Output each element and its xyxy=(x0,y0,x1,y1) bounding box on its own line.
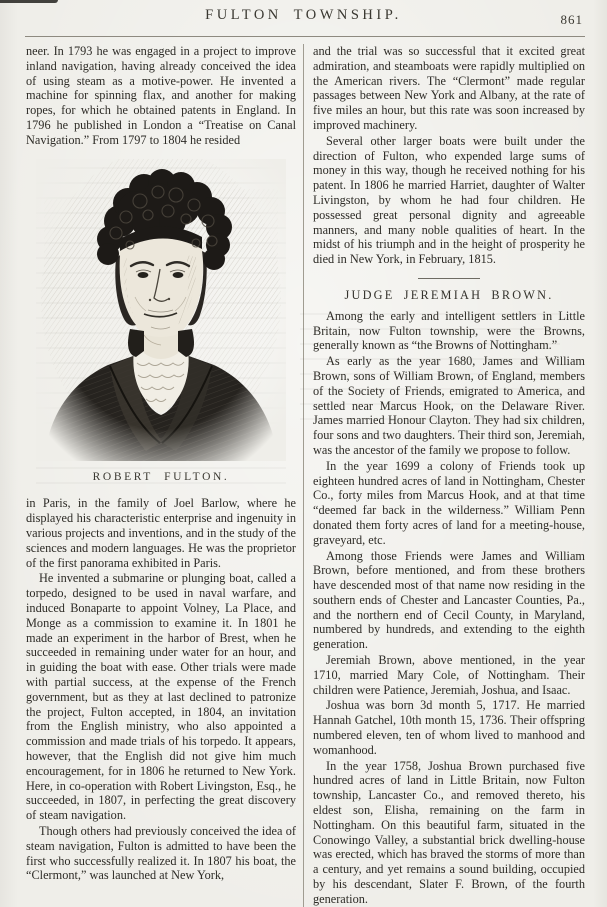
paragraph-brown-3: In the year 1699 a colony of Friends took up eighteen hundred acres of land in Nottingham, Chester Co., forty miles from Marcus Hook, and at that time “deemed far back in the wilderness.” William Penn donated them forty acres of land for a meeting-house, graveyard, etc. xyxy=(313,458,585,547)
paragraph-fulton-3: He invented a submarine or plunging boat, called a torpedo, designed to be used in naval warfare, and induced Bonaparte to appoint Volney, La Place, and Monge as a commission to examine it. In 1801 he made an experiment in the harbor of Brest, when he succeeded in remaining under water for an hour, and in guiding the boat with ease. Other trials were made with partial success, at the expense of the French government, but as they at last declined to patronize the project, Fulton accepted, in 1804, an invitation from the English ministry, who also appointed a commission and made trials of his torpedo. It appears, however, that the English did not give him much encouragement, for in 1806 he returned to New York. Here, in co-operation with Robert Livingston, Esq., he succeeded, in 1807, in perfecting the great discovery of steam navigation. xyxy=(26,571,296,823)
right-column xyxy=(304,44,585,907)
paragraph-fulton-5: and the trial was so successful that it excited great admiration, and steamboats were rapidly multiplied on the American rivers. The “Clermont” made regular passages between New York and Albany, at the rate of five miles an hour, but this rate was soon increased by improved machinery. xyxy=(313,44,585,132)
page-number: 861 xyxy=(560,12,583,27)
page-header xyxy=(0,0,607,33)
paragraph-fulton-6: Several other larger boats were built under the direction of Fulton, who expended large sums of money in this way, though he received nothing for his patent. In 1806 he married Harriet, daughter of Walter Livingston, by whom he had four children. He possessed great personal dignity and agreeable manners, and many noble qualities of heart. In the midst of his triumph and in the height of prosperity he died in New York, in February, 1815. xyxy=(313,133,585,267)
left-column xyxy=(26,44,303,907)
running-title: FULTON TOWNSHIP. xyxy=(205,7,402,23)
paragraph-brown-4: Among those Friends were James and William Brown, before mentioned, and from these brothers have descended most of that name now residing in the southern ends of Chester and Lancaster Counties, Pa., and the northern end of Cecil County, in Maryland, numbered by hundreds, and extending to the eighth generation. xyxy=(313,548,585,652)
paragraph-fulton-2: in Paris, in the family of Joel Barlow, where he displayed his characteristic enterprise and ingenuity in various projects and inventions, and in the study of the sciences and modern languages. He was the proprietor of the first panorama exhibited in Paris. xyxy=(26,496,296,570)
paragraph-brown-5: Jeremiah Brown, above mentioned, in the year 1710, married Mary Cole, of Nottingham. Their children were Patience, Jeremiah, Joshua, and Isaac. xyxy=(313,653,585,697)
paragraph-brown-6: Joshua was born 3d month 5, 1717. He married Hannah Gatchel, 10th month 15, 1736. Their offspring numbered eleven, ten of whom lived to manhood and womanhood. xyxy=(313,698,585,757)
paragraph-brown-7: In the year 1758, Joshua Brown purchased five hundred acres of land in Little Britain, now Fulton township, Lancaster Co., and removed thereto, his eldest son, Elisha, remaining on the farm in Nottingham. On this beautiful farm, situated in the Conowingo Valley, a substantial brick dwelling-house was erected, which has braved the storms of more than a century, and yet remains a sound building, occupied by his descendant, Slater F. Brown, of the fourth generation. xyxy=(313,758,585,906)
paragraph-fulton-4: Though others had previously conceived the idea of steam navigation, Fulton is admitted to have been the first who successfully realized it. In 1807 his boat, the “Clermont,” was launched at New York, xyxy=(26,823,296,883)
section-divider-rule xyxy=(418,278,480,279)
two-column-body xyxy=(0,37,607,907)
section-heading-jeremiah-brown: JUDGE JEREMIAH BROWN. xyxy=(344,287,554,302)
robert-fulton-portrait-engraving xyxy=(36,159,286,461)
portrait-caption: ROBERT FULTON. xyxy=(92,470,230,483)
paragraph-fulton-1: neer. In 1793 he was engaged in a project to improve inland navigation, having already conceived the idea of using steam as a motive-power. He invented a machine for spinning flax, and another for making ropes, for which he obtained patents in England. In 1796 he published in London a “Treatise on Canal Navigation.” From 1797 to 1804 he resided xyxy=(26,44,296,147)
portrait-figure xyxy=(36,159,286,485)
paragraph-brown-1: Among the early and intelligent settlers in Little Britain, now Fulton township, were the Browns, generally known as “the Browns of Nottingham.” xyxy=(313,308,585,353)
paragraph-brown-2: As early as the year 1680, James and William Brown, sons of William Brown, of England, members of the Society of Friends, emigrated to America, and settled near Marcus Hook, on the Delaware River. James married Honour Clayton. They had six children, four sons and two daughters. Their third son, Jeremiah, was the ancestor of the family we propose to follow. xyxy=(313,354,585,457)
